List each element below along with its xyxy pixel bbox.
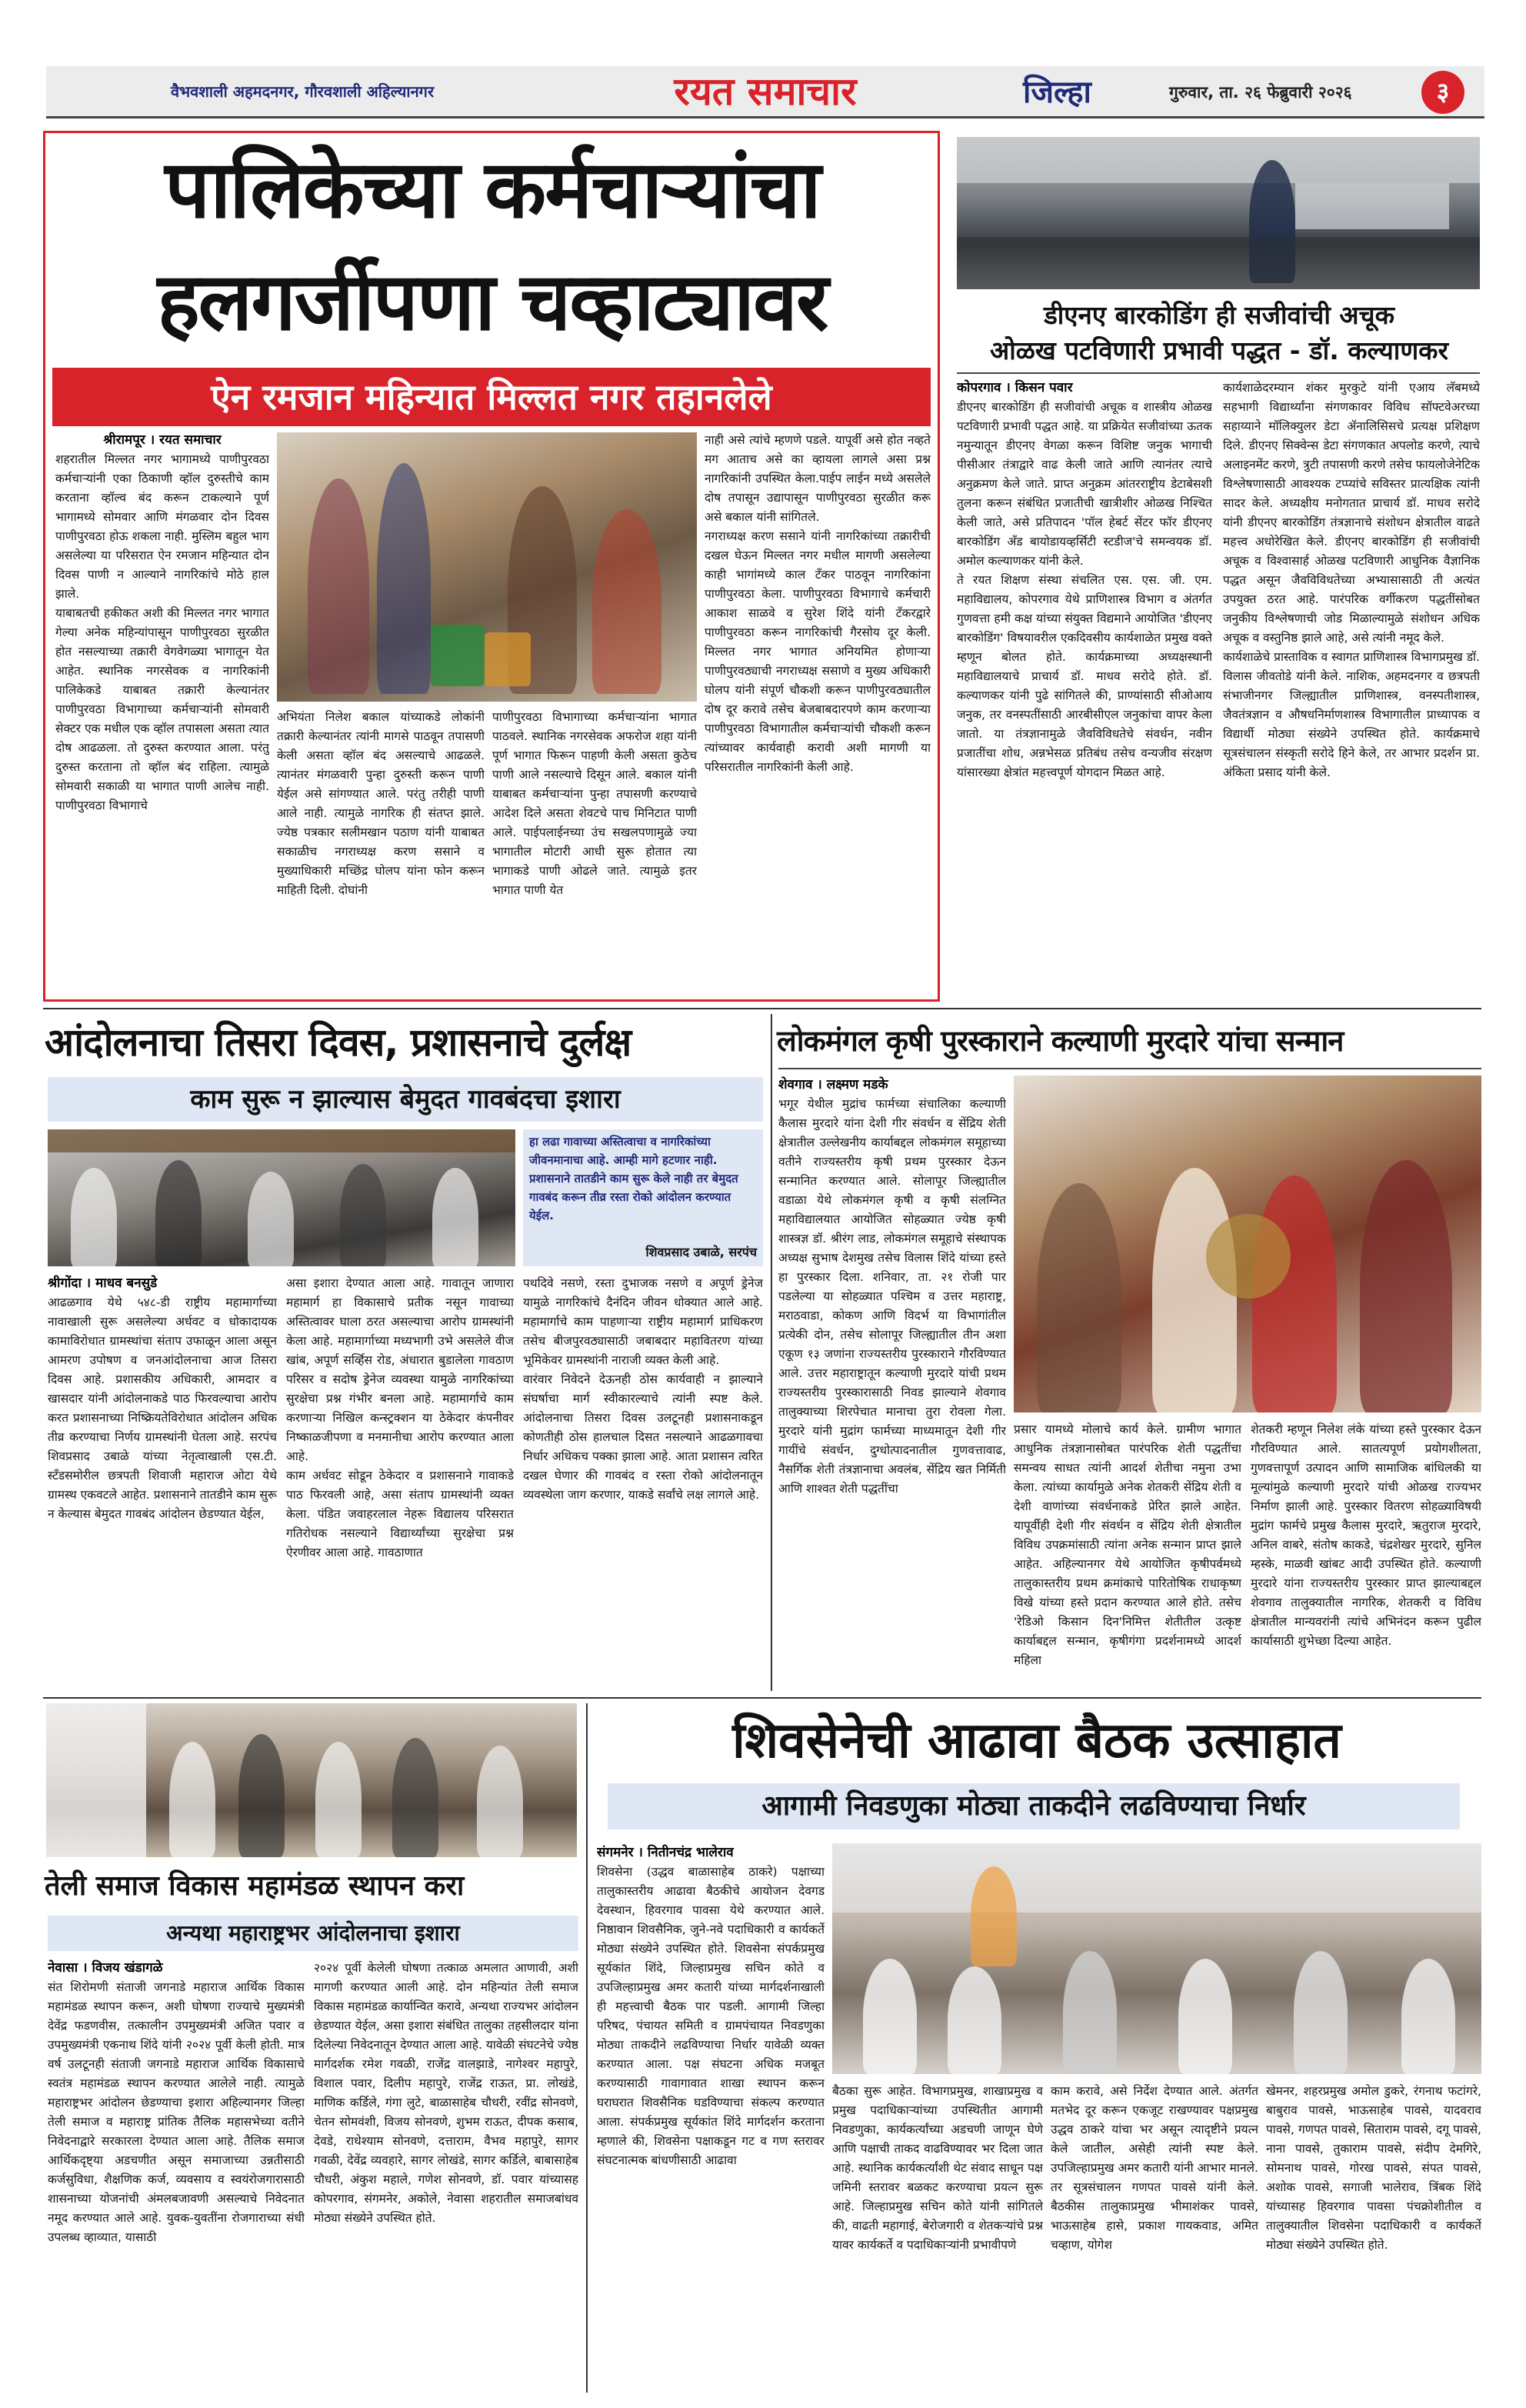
story1-column-1 [55, 431, 269, 989]
story4-column-2 [1014, 1420, 1241, 1689]
story3-column-1 [48, 1274, 277, 1689]
story3-text-3: पथदिवे नसणे, रस्ता दुभाजक नसणे व अपूर्ण ड्रेनेज यामुळे नागरिकांचे दैनंदिन जीवन धोक्यात आले आहे. महामार्गाचे काम पाहणाऱ्या राष्ट्रीय महामार्ग प्राधिकरण तसेच बीजपुरवठ्यासाठी जबाबदार महावितरण यांच्या भूमिकेवर ग्रामस्थांनी नाराजी व्यक्त केली आहे. वारंवार निवेदने देऊनही ठोस कार्यवाही न झाल्याने संघर्षाचा मार्ग स्वीकारल्याचे त्यांनी स्पष्ट केले. आंदोलनाचा तिसरा दिवस उलटूनही प्रशासनाकडून कोणतीही ठोस हालचाल दिसत नसल्याने आढळगावचा निर्धार अधिकच पक्का झाला आहे. आता प्रशासन त्वरित दखल घेणार की गावबंद व रस्ता रोको आंदोलनातून व्यवस्थेला जाग करणार, याकडे सर्वांचे लक्ष लागले आहे. [523, 1276, 763, 1502]
story3-text-2: असा इशारा देण्यात आला आहे. गावातून जाणारा महामार्ग हा विकासाचे प्रतीक नसून गावाच्या अस्तित्वावर घाला ठरत असल्याचा आरोप ग्रामस्थांनी केला आहे. महामार्गाच्या मध्यभागी उभे असलेले वीज खांब, अपूर्ण सर्व्हिस रोड, अंधारात बुडालेला गावठाण परिसर व सदोष ड्रेनेज व्यवस्था यामुळे नागरिकांच्या सुरक्षेचा प्रश्न गंभीर बनला आहे. महामार्गाचे काम करणाऱ्या निखिल कन्स्ट्रक्शन या ठेकेदार कंपनीवर निष्काळजीपणा व मनमानीचा आरोप करण्यात आला आहे. काम अर्धवट सोडून ठेकेदार व प्रशासनाने गावाकडे पाठ फिरवली आहे, असा संताप ग्रामस्थांनी व्यक्त केला. पंडित जवाहरलाल नेहरू विद्यालय परिसरात गतिरोधक नसल्याने विद्यार्थ्यांच्या सुरक्षेचा प्रश्न ऐरणीवर आला आहे. गावठाणात [286, 1276, 514, 1559]
story1-subhead: ऐन रमजान महिन्यात मिल्लत नगर तहानलेले [52, 368, 931, 426]
page-number-badge [1421, 71, 1464, 114]
story3-column-2 [286, 1274, 514, 1689]
story3-quote-attr: शिवप्रसाद उबाळे, सरपंच [645, 1245, 757, 1259]
story2-headline-2: ओळख पटविणारी प्रभावी पद्धत - डॉ. कल्याणकर [989, 335, 1449, 365]
issue-date: गुरुवार, ता. २६ फेब्रुवारी २०२६ [1169, 83, 1352, 102]
story5-subhead: अन्यथा महाराष्ट्रभर आंदोलनाचा इशारा [48, 1916, 578, 1951]
story2-photo [957, 137, 1480, 289]
story6-text-3: खेमनर, शहरप्रमुख अमोल डुकरे, रंगनाथ फटांगरे, बाबुराव पावसे, भाऊसाहेब पावसे, यादवराव पावसे, गणपत पावसे, सिताराम पावसे, दगू पावसे, नाना पावसे, तुकाराम पावसे, संदीप देमगिरे, सोमनाथ पावसे, गोरख पावसे, संपत पावसे, अशोक पावसे, सगाजी भालेराव, त्रिंबक शिंदे यांच्यासह हिवरगाव पावसा पंचक्रोशीतील व तालुक्यातील शिवसेना पदाधिकारी व कार्यकर्ते मोठ्या संख्येने उपस्थित होते. [1266, 2084, 1481, 2252]
story1-text-3: पाणीपुरवठा विभागाच्या कर्मचाऱ्यांना भागात पाठवले. स्थानिक नगरसेवक अफरोज शहा यांनी पूर्ण भागात फिरून पाहणी केली असता कुठेच पाणी आले नसल्याचे दिसून आले. बकाल यांनी याबाबत कर्मचाऱ्यांना पुन्हा तपासणी करण्याचे आदेश दिले असता शेवटचे पाच मिनिटात पाणी आले. पाईपलाईनच्या उंच सखलपणामुळे ज्या भागातील मोटारी आधी सुरू होतात त्या भागाकडे पाणी ओढले जाते. त्यामुळे इतर भागात पाणी येत [492, 710, 697, 897]
story4-rule [778, 1068, 1481, 1069]
story3-quote: हा लढा गावाच्या अस्तित्वाचा व नागरिकांच्या जीवनमानाचा आहे. आम्ही मागे हटणार नाही. प्रशासनाने तातडीने काम सुरू केले नाही तर बेमुदत गावबंद करून तीव्र रस्ता रोको आंदोलन करण्यात येईल. [529, 1135, 738, 1222]
story6-column-2 [1051, 2082, 1258, 2390]
story3-photo [48, 1129, 515, 1266]
story1-text-4: नाही असे त्यांचे म्हणणे पडले. यापूर्वी असे होत नव्हते मग आताच असे का व्हायला लागले असा प्रश्न नागरिकांनी उपस्थित केला.पाईप लाईन मध्ये असलेले दोष तपासून उद्यापासून पाणीपुरवठा सुरळीत करू असे बकाल यांनी सांगितले. नगराध्यक्ष करण ससाने यांनी नागरिकांच्या तक्रारीची दखल घेऊन मिल्लत नगर मधील मागणी असलेल्या काही भागांमध्ये काल टँकर पाठवून नागरिकांना पाणीपुरवठा केला. पाणीपुरवठा विभागाचे कर्मचारी आकाश साळवे व सुरेश शिंदे यांनी टँकरद्वारे पाणीपुरवठा करून नागरिकांची गैरसोय दूर केली. मिल्लत नगर भागात अनियमित होणाऱ्या पाणीपुरवठ्याची नगराध्यक्ष ससाणे व मुख्य अधिकारी घोलप यांनी संपूर्ण चौकशी करून पाणीपुरवठ्यातील दोष दूर करावे तसेच बेजबाबदारपणे काम करणाऱ्या पाणीपुरवठा विभागातील कर्मचाऱ्यांची चौकशी करून त्यांच्यावर कार्यवाही करावी अशी मागणी या परिसरातील नागरिकांनी केली आहे. [705, 433, 931, 774]
story3-headline: आंदोलनाचा तिसरा दिवस, प्रशासनाचे दुर्लक्ष [45, 1020, 631, 1065]
story4-text-1: भगूर येथील मुद्रांच फार्मच्या संचालिका कल्याणी कैलास मुरदारे यांना देशी गीर संवर्धन व सेंद्रिय शेती क्षेत्रातील उल्लेखनीय कार्याबद्दल लोकमंगल समूहाच्या वतीने राज्यस्तरीय कृषी प्रथम पुरस्कार देऊन सन्मानित करण्यात आले. सोलापूर जिल्ह्यातील वडाळा येथे लोकमंगल कृषी व कृषी संलग्नित महाविद्यालयात आयोजित सोहळ्यात ज्येष्ठ कृषी शास्त्रज्ञ डॉ. श्रीरंग लाड, लोकमंगल समूहाचे संस्थापक अध्यक्ष सुभाष देशमुख तसेच विलास शिंदे यांच्या हस्ते हा पुरस्कार दिला. शनिवार, ता. २१ रोजी पार पडलेल्या या सोहळ्यात पश्चिम व उत्तर महाराष्ट्र, मराठवाडा, कोकण आणि विदर्भ या विभागांतील प्रत्येकी दोन, तसेच सोलापूर जिल्ह्यातील तीन अशा एकूण १३ जणांना राज्यस्तरीय पुरस्काराने गौरविण्यात आले. उत्तर महाराष्ट्रातून कल्याणी मुरदारे यांची प्रथम राज्यस्तरीय पुरस्कारासाठी निवड झाल्याने शेवगाव तालुक्याच्या शिरपेचात मानाचा तुरा रोवला गेला. मुरदारे यांनी मुद्रांग फार्मच्या माध्यमातून देशी गीर गायींचे संवर्धन, दुग्धोत्पादनातील गुणवत्तावाढ, नैसर्गिक शेती तंत्रज्ञानाचा अवलंब, सेंद्रिय खत निर्मिती आणि शाश्वत शेती पद्धतींचा [778, 1097, 1006, 1496]
story4-photo [1014, 1076, 1481, 1412]
story2-rule [957, 372, 1480, 374]
story5-photo [46, 1703, 577, 1857]
story4-byline: शेवगाव । लक्ष्मण मडके [778, 1077, 888, 1092]
story6-intro [597, 1843, 825, 2390]
story4-headline: लोकमंगल कृषी पुरस्काराने कल्याणी मुरदारे यांचा सन्मान [777, 1024, 1344, 1058]
story1-column-4 [705, 431, 931, 989]
page-number: ३ [1436, 77, 1450, 106]
story4-text-2: प्रसार यामध्ये मोलाचे कार्य केले. ग्रामीण भागात आधुनिक तंत्रज्ञानासोबत पारंपरिक शेती पद्धतींचा समन्वय साधत त्यांनी आदर्श शेतीचा नमुना उभा केला. त्यांच्या कार्यामुळे अनेक शेतकरी सेंद्रिय शेती व देशी वाणांच्या संवर्धनाकडे प्रेरित झाले आहेत. यापूर्वीही देशी गीर संवर्धन व सेंद्रिय शेती क्षेत्रातील विविध उपक्रमांसाठी त्यांना अनेक सन्मान प्राप्त झाले आहेत. अहिल्यानगर येथे आयोजित कृषीपर्वमध्ये तालुकास्तरीय प्रथम क्रमांकाचे पारितोषिक राधाकृष्ण विखे यांच्या हस्ते प्रदान करण्यात आले होते. तसेच 'रेडिओ किसान दिन'निमित्त शेतीतील उत्कृष्ट कार्याबद्दल सन्मान, कृषीगंगा प्रदर्शनामध्ये आदर्श महिला [1014, 1422, 1241, 1667]
story2-text-1: डीएनए बारकोडिंग ही सजीवांची अचूक व शास्त्रीय ओळख पटविणारी प्रभावी पद्धत आहे. या प्रक्रियेत सजीवांच्या ऊतक नमुन्यातून डीएनए वेगळा करून विशिष्ट जनुक भागाची पीसीआर तंत्राद्वारे वाढ केली जाते आणि त्यानंतर त्याचे अनुक्रमण केले जाते. प्राप्त अनुक्रम आंतरराष्ट्रीय डेटाबेसशी तुलना करून संबंधित प्रजातीची खात्रीशीर ओळख निश्चित केली जाते, असे प्रतिपादन 'पॉल हेबर्ट सेंटर फॉर डीएनए बारकोडिंग अँड बायोडायव्हर्सिटी स्टडीज'चे समन्वयक डॉ. अमोल कल्याणकर यांनी केले. ते रयत शिक्षण संस्था संचलित एस. एस. जी. एम. महाविद्यालय, कोपरगाव येथे प्राणिशास्त्र विभाग व अंतर्गत गुणवत्ता हमी कक्ष यांच्या संयुक्त विद्यमाने आयोजित 'डीएनए बारकोडिंग' विषयावरील एकदिवसीय कार्यशाळेत प्रमुख वक्ते म्हणून बोलत होते. कार्यक्रमाच्या अध्यक्षस्थानी महाविद्यालयाचे प्राचार्य डॉ. माधव सरोदे होते. डॉ. कल्याणकर यांनी पुढे सांगितले की, प्राण्यांसाठी सीओआय जनुक, तर वनस्पतींसाठी आरबीसीएल जनुकांचा वापर केला जातो. या तंत्रज्ञानामुळे जैवविविधतेचे संवर्धन, नवीन प्रजातींचा शोध, अन्नभेसळ प्रतिबंध तसेच वन्यजीव संरक्षण यांसारख्या क्षेत्रांत महत्त्वपूर्ण योगदान मिळत आहे. [957, 400, 1212, 779]
story6-column-3 [1266, 2082, 1481, 2390]
story6-headline: शिवसेनेची आढावा बैठक उत्साहात [732, 1713, 1341, 1769]
divider-2 [43, 1697, 1481, 1699]
tagline: वैभवशाली अहमदनगर, गौरवशाली अहिल्यानगर [171, 82, 435, 101]
masthead-title: रयत समाचार [674, 68, 857, 114]
story1-byline: श्रीरामपूर । रयत समाचार [103, 432, 222, 448]
story2-headline-1: डीएनए बारकोडिंग ही सजीवांची अचूक [1044, 300, 1394, 330]
story6-subhead: आगामी निवडणुका मोठ्या ताकदीने लढविण्याचा निर्धार [608, 1783, 1460, 1829]
story3-text-1: आढळगाव येथे ५४८-डी राष्ट्रीय महामार्गाच्या नावाखाली सुरू असलेल्या अर्धवट व धोकादायक कामाविरोधात ग्रामस्थांचा संताप उफाळून आला असून आमरण उपोषण व जनआंदोलनाचा आज तिसरा दिवस आहे. प्रशासकीय अधिकारी, आमदार व खासदार यांनी आंदोलनाकडे पाठ फिरवल्याचा आरोप करत प्रशासनाच्या निष्क्रियतेविरोधात आंदोलन अधिक तीव्र करण्याचा निर्णय ग्रामस्थांनी घेतला आहे. सरपंच शिवप्रसाद उबाळे यांच्या नेतृत्वाखाली एस.टी. स्टँडसमोरील छत्रपती शिवाजी महाराज ओटा येथे ग्रामस्थ एकवटले आहेत. प्रशासनाने तातडीने काम सुरू न केल्यास बेमुदत गावबंद आंदोलन छेडण्यात येईल, [48, 1296, 277, 1521]
story5-column-1 [48, 1959, 305, 2390]
story6-text-intro: शिवसेना (उद्धव बाळासाहेब ठाकरे) पक्षाच्या तालुकास्तरीय आढावा बैठकीचे आयोजन देवगड देवस्थान, हिवरगाव पावसा येथे करण्यात आले. निष्ठावान शिवसैनिक, जुने-नवे पदाधिकारी व कार्यकर्ते मोठ्या संख्येने उपस्थित होते. शिवसेना संपर्कप्रमुख सूर्यकांत शिंदे, जिल्हाप्रमुख सचिन कोते व उपजिल्हाप्रमुख अमर कतारी यांच्या मार्गदर्शनाखाली ही महत्त्वाची बैठक पार पडली. आगामी जिल्हा परिषद, पंचायत समिती व ग्रामपंचायत निवडणुका मोठ्या ताकदीने लढविण्याचा निर्धार यावेळी व्यक्त करण्यात आला. पक्ष संघटना अधिक मजबूत करण्यासाठी गावागावात शाखा स्थापन करून घराघरात शिवसैनिक घडविण्याचा संकल्प करण्यात आला. संपर्कप्रमुख सूर्यकांत शिंदे मार्गदर्शन करताना म्हणाले की, शिवसेना पक्षाकडून गट व गण स्तरावर संघटनात्मक बांधणीसाठी आढावा [597, 1865, 825, 2167]
story6-column-1 [832, 2082, 1043, 2390]
story6-text-1: बैठका सुरू आहेत. विभागप्रमुख, शाखाप्रमुख व प्रमुख पदाधिकाऱ्यांच्या उपस्थितीत आगामी निवडणुका, कार्यकर्त्यांच्या अडचणी जाणून घेणे आणि पक्षाची ताकद वाढविण्यावर भर दिला जात आहे. स्थानिक कार्यकर्त्यांशी थेट संवाद साधून पक्ष जमिनी स्तरावर बळकट करण्याचा प्रयत्न सुरू आहे. जिल्हाप्रमुख सचिन कोते यांनी सांगितले की, वाढती महागाई, बेरोजगारी व शेतकऱ्यांचे प्रश्न यावर कार्यकर्ते व पदाधिकाऱ्यांनी प्रभावीपणे [832, 2084, 1043, 2252]
divider-1 [43, 1008, 1481, 1009]
story5-text-1: संत शिरोमणी संताजी जगनाडे महाराज आर्थिक विकास महामंडळ स्थापन करून, अशी घोषणा राज्याचे मुख्यमंत्री देवेंद्र फडणवीस, तत्कालीन उपमुख्यमंत्री अजित पवार व उपमुख्यमंत्री एकनाथ शिंदे यांनी २०२४ पूर्वी केली होती. मात्र वर्ष उलटूनही संताजी जगनाडे महाराज आर्थिक विकासाचे स्वतंत्र महामंडळ स्थापन करण्यात आलेले नाही. त्यामुळे महाराष्ट्रभर आंदोलन छेडण्याचा इशारा अहिल्यानगर जिल्हा तेली समाज व महाराष्ट्र प्रांतिक तैलिक महासभेच्या वतीने निवेदनाद्वारे सरकारला देण्यात आला आहे. तैलिक समाज आर्थिकदृष्ट्या अडचणीत असून समाजाच्या उन्नतीसाठी कर्जसुविधा, शैक्षणिक कर्ज, व्यवसाय व स्वयंरोजगारासाठी शासनाच्या योजनांची अंमलबजावणी असल्याचे निवेदनात नमूद करण्यात आले आहे. युवक-युवतींना रोजगाराच्या संधी उपलब्ध व्हाव्यात, यासाठी [48, 1980, 305, 2244]
story5-text-2: २०२४ पूर्वी केलेली घोषणा तत्काळ अमलात आणावी, अशी मागणी करण्यात आली आहे. दोन महिन्यांत तेली समाज विकास महामंडळ कार्यान्वित करावे, अन्यथा राज्यभर आंदोलन छेडण्यात येईल, असा इशारा संबंधित तालुका तहसीलदार यांना दिलेल्या निवेदनातून देण्यात आला आहे. यावेळी संघटनेचे ज्येष्ठ मार्गदर्शक रमेश गवळी, राजेंद्र वालझाडे, नागेश्वर महापुरे, विशाल पवार, दिलीप महापुरे, राजेंद्र राऊत, प्रा. लोखंडे, माणिक कर्डिले, गंगा लुटे, बाळासाहेब चौधरी, रवींद्र सोनवणे, चेतन सोमवंशी, विजय सोनवणे, शुभम राऊत, दीपक कसाब, देवडे, राधेश्याम सोनवणे, दत्ताराम, वैभव महापुरे, सागर गवळी, देवेंद्र व्यवहारे, सागर लोखंडे, सागर कर्डिले, बाबासाहेब चौधरी, अंकुश महाले, गणेश सोनवणे, डॉ. पवार यांच्यासह कोपरगाव, संगमनेर, अकोले, नेवासा शहरातील समाजबांधव मोठ्या संख्येने उपस्थित होते. [314, 1961, 578, 2225]
story4-column-3 [1251, 1420, 1481, 1689]
story5-byline: नेवासा । विजय खंडागळे [48, 1960, 163, 1976]
story6-photo [832, 1843, 1481, 2074]
story2-column-1 [957, 379, 1212, 994]
story3-column-3 [523, 1274, 763, 1689]
story2-column-2 [1223, 379, 1480, 994]
story1-headline-2: हलगर्जीपणा चव्हाट्यावर [157, 255, 828, 349]
story4-text-3: शेतकरी म्हणून निलेश लंके यांच्या हस्ते पुरस्कार देऊन गौरविण्यात आले. सातत्यपूर्ण प्रयोगशीलता, गुणवत्तापूर्ण उत्पादन आणि सामाजिक बांधिलकी या मूल्यांमुळे कल्याणी मुरदारे यांची ओळख राज्यभर निर्माण झाली आहे. पुरस्कार वितरण सोहळ्याविषयी मुद्रांग फार्मचे प्रमुख कैलास मुरदारे, ऋतुराज मुरदारे, अनिल वाबरे, संतोष काकडे, चंद्रशेखर मुरदारे, सुनिल म्हस्के, माळवी खांबट आदी उपस्थित होते. कल्याणी मुरदारे यांना राज्यस्तरीय पुरस्कार प्राप्त झाल्याबद्दल शेवगाव तालुक्यातील नागरिक, शेतकरी व विविध क्षेत्रातील मान्यवरांनी त्यांचे अभिनंदन करून पुढील कार्यासाठी शुभेच्छा दिल्या आहेत. [1251, 1422, 1481, 1648]
story1-text-2: अभियंता निलेश बकाल यांच्याकडे लोकांनी तक्रारी केल्यानंतर त्यांनी मागसे पाठवून तपासणी केली असता व्हॉल बंद असल्याचे आढळले. त्यानंतर मंगळवारी पुन्हा दुरुस्ती करून पाणी येईल असे सांगण्यात आले. परंतु तरीही पाणी आले नाही. त्यामुळे नागरिक ही संतप्त झाले. ज्येष्ठ पत्रकार सलीमखान पठाण यांनी याबाबत सकाळीच नगराध्यक्ष करण ससाने व मुख्याधिकारी मच्छिंद्र घोलप यांना फोन करून माहिती दिली. दोघांनी [277, 710, 485, 897]
story5-headline: तेली समाज विकास महामंडळ स्थापन करा [45, 1870, 465, 1902]
story1-column-3 [492, 708, 697, 989]
story6-byline: संगमनेर । नितीनचंद्र भालेराव [597, 1845, 734, 1860]
story1-column-2 [277, 708, 485, 989]
story1-photo [277, 432, 697, 702]
story1-headline-1: पालिकेच्या कर्मचाऱ्यांचा [165, 142, 820, 236]
story6-text-2: काम करावे, असे निर्देश देण्यात आले. अंतर्गत मतभेद दूर करून एकजूट राखण्यावर पक्षप्रमुख उद्धव ठाकरे यांचा भर असून त्यादृष्टीने प्रयत्न केले जातील, असेही त्यांनी स्पष्ट केले. उपजिल्हाप्रमुख अमर कतारी यांनी आभार मानले. तर सूत्रसंचालन गणपत पावसे यांनी केले. बैठकीस तालुकाप्रमुख भीमाशंकर पावसे, भाऊसाहेब हासे, प्रकाश गायकवाड, अमित चव्हाण, योगेश [1051, 2084, 1258, 2252]
story4-column-1 [778, 1076, 1006, 1689]
story3-quote-box [523, 1129, 763, 1266]
vertical-rule-1 [771, 1014, 772, 1691]
vertical-rule-2 [586, 1703, 588, 2393]
story2-text-2: कार्यशाळेदरम्यान शंकर मुरकुटे यांनी एआय लॅबमध्ये सहभागी विद्यार्थ्यांना संगणकावर विविध सॉफ्टवेअरच्या सहाय्याने मॉलिक्युलर डेटा ॲनालिसिसचे प्रत्यक्ष प्रशिक्षण दिले. डीएनए सिक्वेन्स डेटा संगणकात अपलोड करणे, त्याचे अलाइनमेंट करणे, त्रुटी तपासणी करणे तसेच फायलोजेनेटिक विश्लेषणासाठी आवश्यक टप्प्यांचे सविस्तर प्रात्यक्षिक त्यांनी सादर केले. अध्यक्षीय मनोगतात प्राचार्य डॉ. माधव सरोदे यांनी डीएनए बारकोडिंग तंत्रज्ञानाचे संशोधन क्षेत्रातील वाढते महत्त्व अधोरेखित केले. डीएनए बारकोडिंग ही सजीवांची अचूक व विश्वासार्ह ओळख पटविणारी आधुनिक वैज्ञानिक पद्धत असून जैवविविधतेच्या अभ्यासासाठी ती अत्यंत उपयुक्त ठरत आहे. पारंपरिक वर्गीकरण पद्धतींसोबत जनुकीय विश्लेषणाची जोड मिळाल्यामुळे संशोधन अधिक अचूक व वस्तुनिष्ठ झाले आहे, असे त्यांनी नमूद केले. कार्यशाळेचे प्रास्ताविक व स्वागत प्राणिशास्त्र विभागप्रमुख डॉ. विलास जीवतोडे यांनी केले. नाशिक, अहमदनगर व छत्रपती संभाजीनगर जिल्ह्यातील प्राणिशास्त्र, वनस्पतीशास्त्र, जैवतंत्रज्ञान व औषधनिर्माणशास्त्र विभागातील प्राध्यापक व विद्यार्थी मोठ्या संख्येने उपस्थित होते. कार्यक्रमाचे सूत्रसंचालन संस्कृती सरोदे हिने केले, तर आभार प्रदर्शन प्रा. अंकिता प्रसाद यांनी केले. [1223, 381, 1480, 779]
section-name: जिल्हा [1023, 75, 1091, 110]
story3-byline: श्रीगोंदा । माधव बनसुडे [48, 1276, 158, 1291]
story2-byline: कोपरगाव । किसन पवार [957, 380, 1073, 395]
story1-text-1: शहरातील मिल्लत नगर भागामध्ये पाणीपुरवठा कर्मचाऱ्यांनी एका ठिकाणी व्हॉल दुरुस्तीचे काम करताना व्हॉल्व बंद करून टाकल्याने पूर्ण भागामध्ये सोमवार आणि मंगळवार दोन दिवस पाणीपुरवठा होऊ शकला नाही. मुस्लिम बहुल भाग असलेल्या या परिसरात ऐन रमजान महिन्यात दोन दिवस पाणी न आल्याने नागरिकांचे मोठे हाल झाले. याबाबतची हकीकत अशी की मिल्लत नगर भागात गेल्या अनेक महिन्यांपासून पाणीपुरवठा सुरळीत होत नसल्याच्या तक्रारी वेगवेगळ्या भागातून येत आहेत. स्थानिक नगरसेवक व नागरिकांनी पालिकेकडे याबाबत तक्रारी केल्यानंतर पाणीपुरवठा विभागाच्या कर्मचाऱ्यांनी सोमवारी सेक्टर एक मधील एक व्हॉल तपासला असता त्यात दोष आढळला. तो दुरुस्त करण्यात आला. परंतु दुरुस्त करताना तो व्हॉल बंद राहिला. त्यामुळे सोमवारी सकाळी या भागात पाणी आलेच नाही. पाणीपुरवठा विभागाचे [55, 452, 269, 812]
story5-column-2 [314, 1959, 578, 2390]
story3-subhead: काम सुरू न झाल्यास बेमुदत गावबंदचा इशारा [48, 1077, 763, 1122]
